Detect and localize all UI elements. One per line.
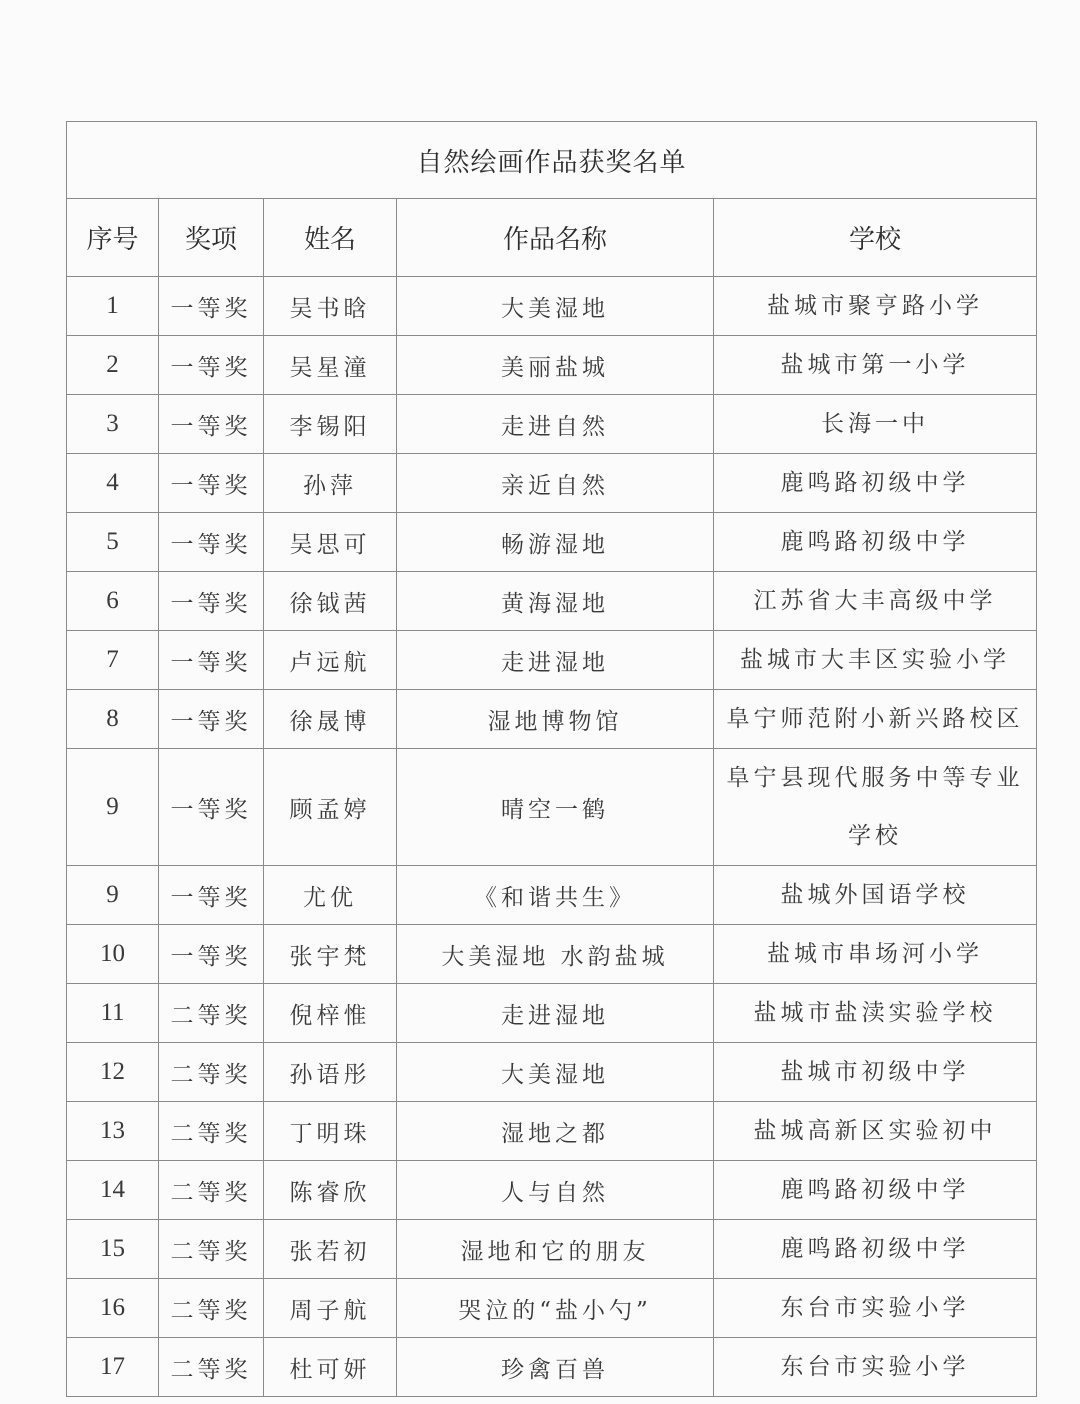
cell-no: 1 (67, 277, 159, 336)
cell-school: 盐城市初级中学 (714, 1043, 1037, 1102)
cell-school: 阜宁师范附小新兴路校区 (714, 690, 1037, 749)
cell-award: 二等奖 (159, 1102, 264, 1161)
column-header-no: 序号 (67, 199, 159, 277)
cell-award: 一等奖 (159, 336, 264, 395)
cell-award: 一等奖 (159, 925, 264, 984)
column-header-award: 奖项 (159, 199, 264, 277)
cell-award: 二等奖 (159, 1338, 264, 1397)
cell-no: 17 (67, 1338, 159, 1397)
cell-name: 吴书晗 (264, 277, 397, 336)
table-row (67, 572, 1037, 631)
cell-name: 孙语彤 (264, 1043, 397, 1102)
cell-name: 周子航 (264, 1279, 397, 1338)
cell-school: 盐城市盐渎实验学校 (714, 984, 1037, 1043)
table-row (67, 690, 1037, 749)
cell-name: 杜可妍 (264, 1338, 397, 1397)
cell-name: 李锡阳 (264, 395, 397, 454)
cell-name: 孙萍 (264, 454, 397, 513)
cell-name: 倪梓惟 (264, 984, 397, 1043)
cell-name: 陈睿欣 (264, 1161, 397, 1220)
cell-work: 哭泣的“盐小勺” (397, 1279, 714, 1338)
table-row (67, 749, 1037, 866)
cell-no: 8 (67, 690, 159, 749)
column-header-work: 作品名称 (397, 199, 714, 277)
cell-no: 6 (67, 572, 159, 631)
table-row (67, 277, 1037, 336)
cell-work: 大美湿地 (397, 1043, 714, 1102)
school-line: 学校 (848, 823, 902, 849)
cell-school: 东台市实验小学 (714, 1338, 1037, 1397)
cell-work: 走进湿地 (397, 631, 714, 690)
cell-no: 12 (67, 1043, 159, 1102)
cell-name: 徐晟博 (264, 690, 397, 749)
cell-no: 16 (67, 1279, 159, 1338)
cell-work: 湿地和它的朋友 (397, 1220, 714, 1279)
cell-no: 7 (67, 631, 159, 690)
cell-name: 张若初 (264, 1220, 397, 1279)
table-row (67, 631, 1037, 690)
table-row (67, 1279, 1037, 1338)
award-list-sheet (66, 121, 1036, 1397)
table-row (67, 336, 1037, 395)
cell-school: 盐城外国语学校 (714, 866, 1037, 925)
cell-award: 二等奖 (159, 1220, 264, 1279)
cell-school: 盐城市第一小学 (714, 336, 1037, 395)
cell-school: 鹿鸣路初级中学 (714, 1220, 1037, 1279)
cell-award: 二等奖 (159, 1043, 264, 1102)
cell-work: 黄海湿地 (397, 572, 714, 631)
cell-award: 二等奖 (159, 1279, 264, 1338)
cell-name: 吴思可 (264, 513, 397, 572)
cell-award: 一等奖 (159, 513, 264, 572)
cell-award: 一等奖 (159, 690, 264, 749)
table-row (67, 1102, 1037, 1161)
table-row (67, 513, 1037, 572)
cell-school: 鹿鸣路初级中学 (714, 1161, 1037, 1220)
cell-work: 走进自然 (397, 395, 714, 454)
cell-award: 一等奖 (159, 395, 264, 454)
table-row (67, 866, 1037, 925)
cell-work: 大美湿地 (397, 277, 714, 336)
cell-work: 美丽盐城 (397, 336, 714, 395)
table-row (67, 984, 1037, 1043)
cell-no: 5 (67, 513, 159, 572)
table-row (67, 1043, 1037, 1102)
cell-no: 2 (67, 336, 159, 395)
cell-award: 一等奖 (159, 631, 264, 690)
cell-work: 湿地之都 (397, 1102, 714, 1161)
cell-school (714, 749, 1037, 866)
cell-work: 《和谐共生》 (397, 866, 714, 925)
cell-no: 15 (67, 1220, 159, 1279)
cell-school: 盐城市聚亨路小学 (714, 277, 1037, 336)
cell-no: 9 (67, 866, 159, 925)
cell-award: 二等奖 (159, 984, 264, 1043)
cell-name: 徐钺茜 (264, 572, 397, 631)
cell-name: 丁明珠 (264, 1102, 397, 1161)
school-line: 阜宁县现代服务中等专业 (726, 765, 1024, 791)
cell-name: 顾孟婷 (264, 749, 397, 866)
cell-school: 盐城市大丰区实验小学 (714, 631, 1037, 690)
cell-name: 张宇梵 (264, 925, 397, 984)
column-header-name: 姓名 (264, 199, 397, 277)
cell-work: 晴空一鹤 (397, 749, 714, 866)
table-title: 自然绘画作品获奖名单 (67, 122, 1037, 199)
cell-award: 一等奖 (159, 866, 264, 925)
cell-school: 鹿鸣路初级中学 (714, 454, 1037, 513)
cell-school: 鹿鸣路初级中学 (714, 513, 1037, 572)
cell-school: 江苏省大丰高级中学 (714, 572, 1037, 631)
table-row (67, 925, 1037, 984)
table-row (67, 1220, 1037, 1279)
cell-work: 珍禽百兽 (397, 1338, 714, 1397)
cell-no: 3 (67, 395, 159, 454)
cell-school: 长海一中 (714, 395, 1037, 454)
table-row (67, 454, 1037, 513)
column-header-school: 学校 (714, 199, 1037, 277)
cell-no: 9 (67, 749, 159, 866)
cell-award: 一等奖 (159, 572, 264, 631)
cell-award: 二等奖 (159, 1161, 264, 1220)
cell-award: 一等奖 (159, 454, 264, 513)
cell-no: 14 (67, 1161, 159, 1220)
cell-award: 一等奖 (159, 277, 264, 336)
cell-no: 4 (67, 454, 159, 513)
cell-work: 走进湿地 (397, 984, 714, 1043)
cell-work: 畅游湿地 (397, 513, 714, 572)
cell-school: 盐城高新区实验初中 (714, 1102, 1037, 1161)
table-row (67, 1161, 1037, 1220)
cell-work: 亲近自然 (397, 454, 714, 513)
table-row (67, 395, 1037, 454)
cell-name: 卢远航 (264, 631, 397, 690)
cell-school: 东台市实验小学 (714, 1279, 1037, 1338)
cell-work: 大美湿地 水韵盐城 (397, 925, 714, 984)
cell-no: 11 (67, 984, 159, 1043)
cell-name: 尤优 (264, 866, 397, 925)
cell-no: 10 (67, 925, 159, 984)
cell-no: 13 (67, 1102, 159, 1161)
cell-school: 盐城市串场河小学 (714, 925, 1037, 984)
cell-work: 人与自然 (397, 1161, 714, 1220)
cell-work: 湿地博物馆 (397, 690, 714, 749)
header-row (67, 199, 1037, 277)
cell-name: 吴星潼 (264, 336, 397, 395)
award-table (66, 121, 1037, 1397)
table-row (67, 1338, 1037, 1397)
cell-award: 一等奖 (159, 749, 264, 866)
